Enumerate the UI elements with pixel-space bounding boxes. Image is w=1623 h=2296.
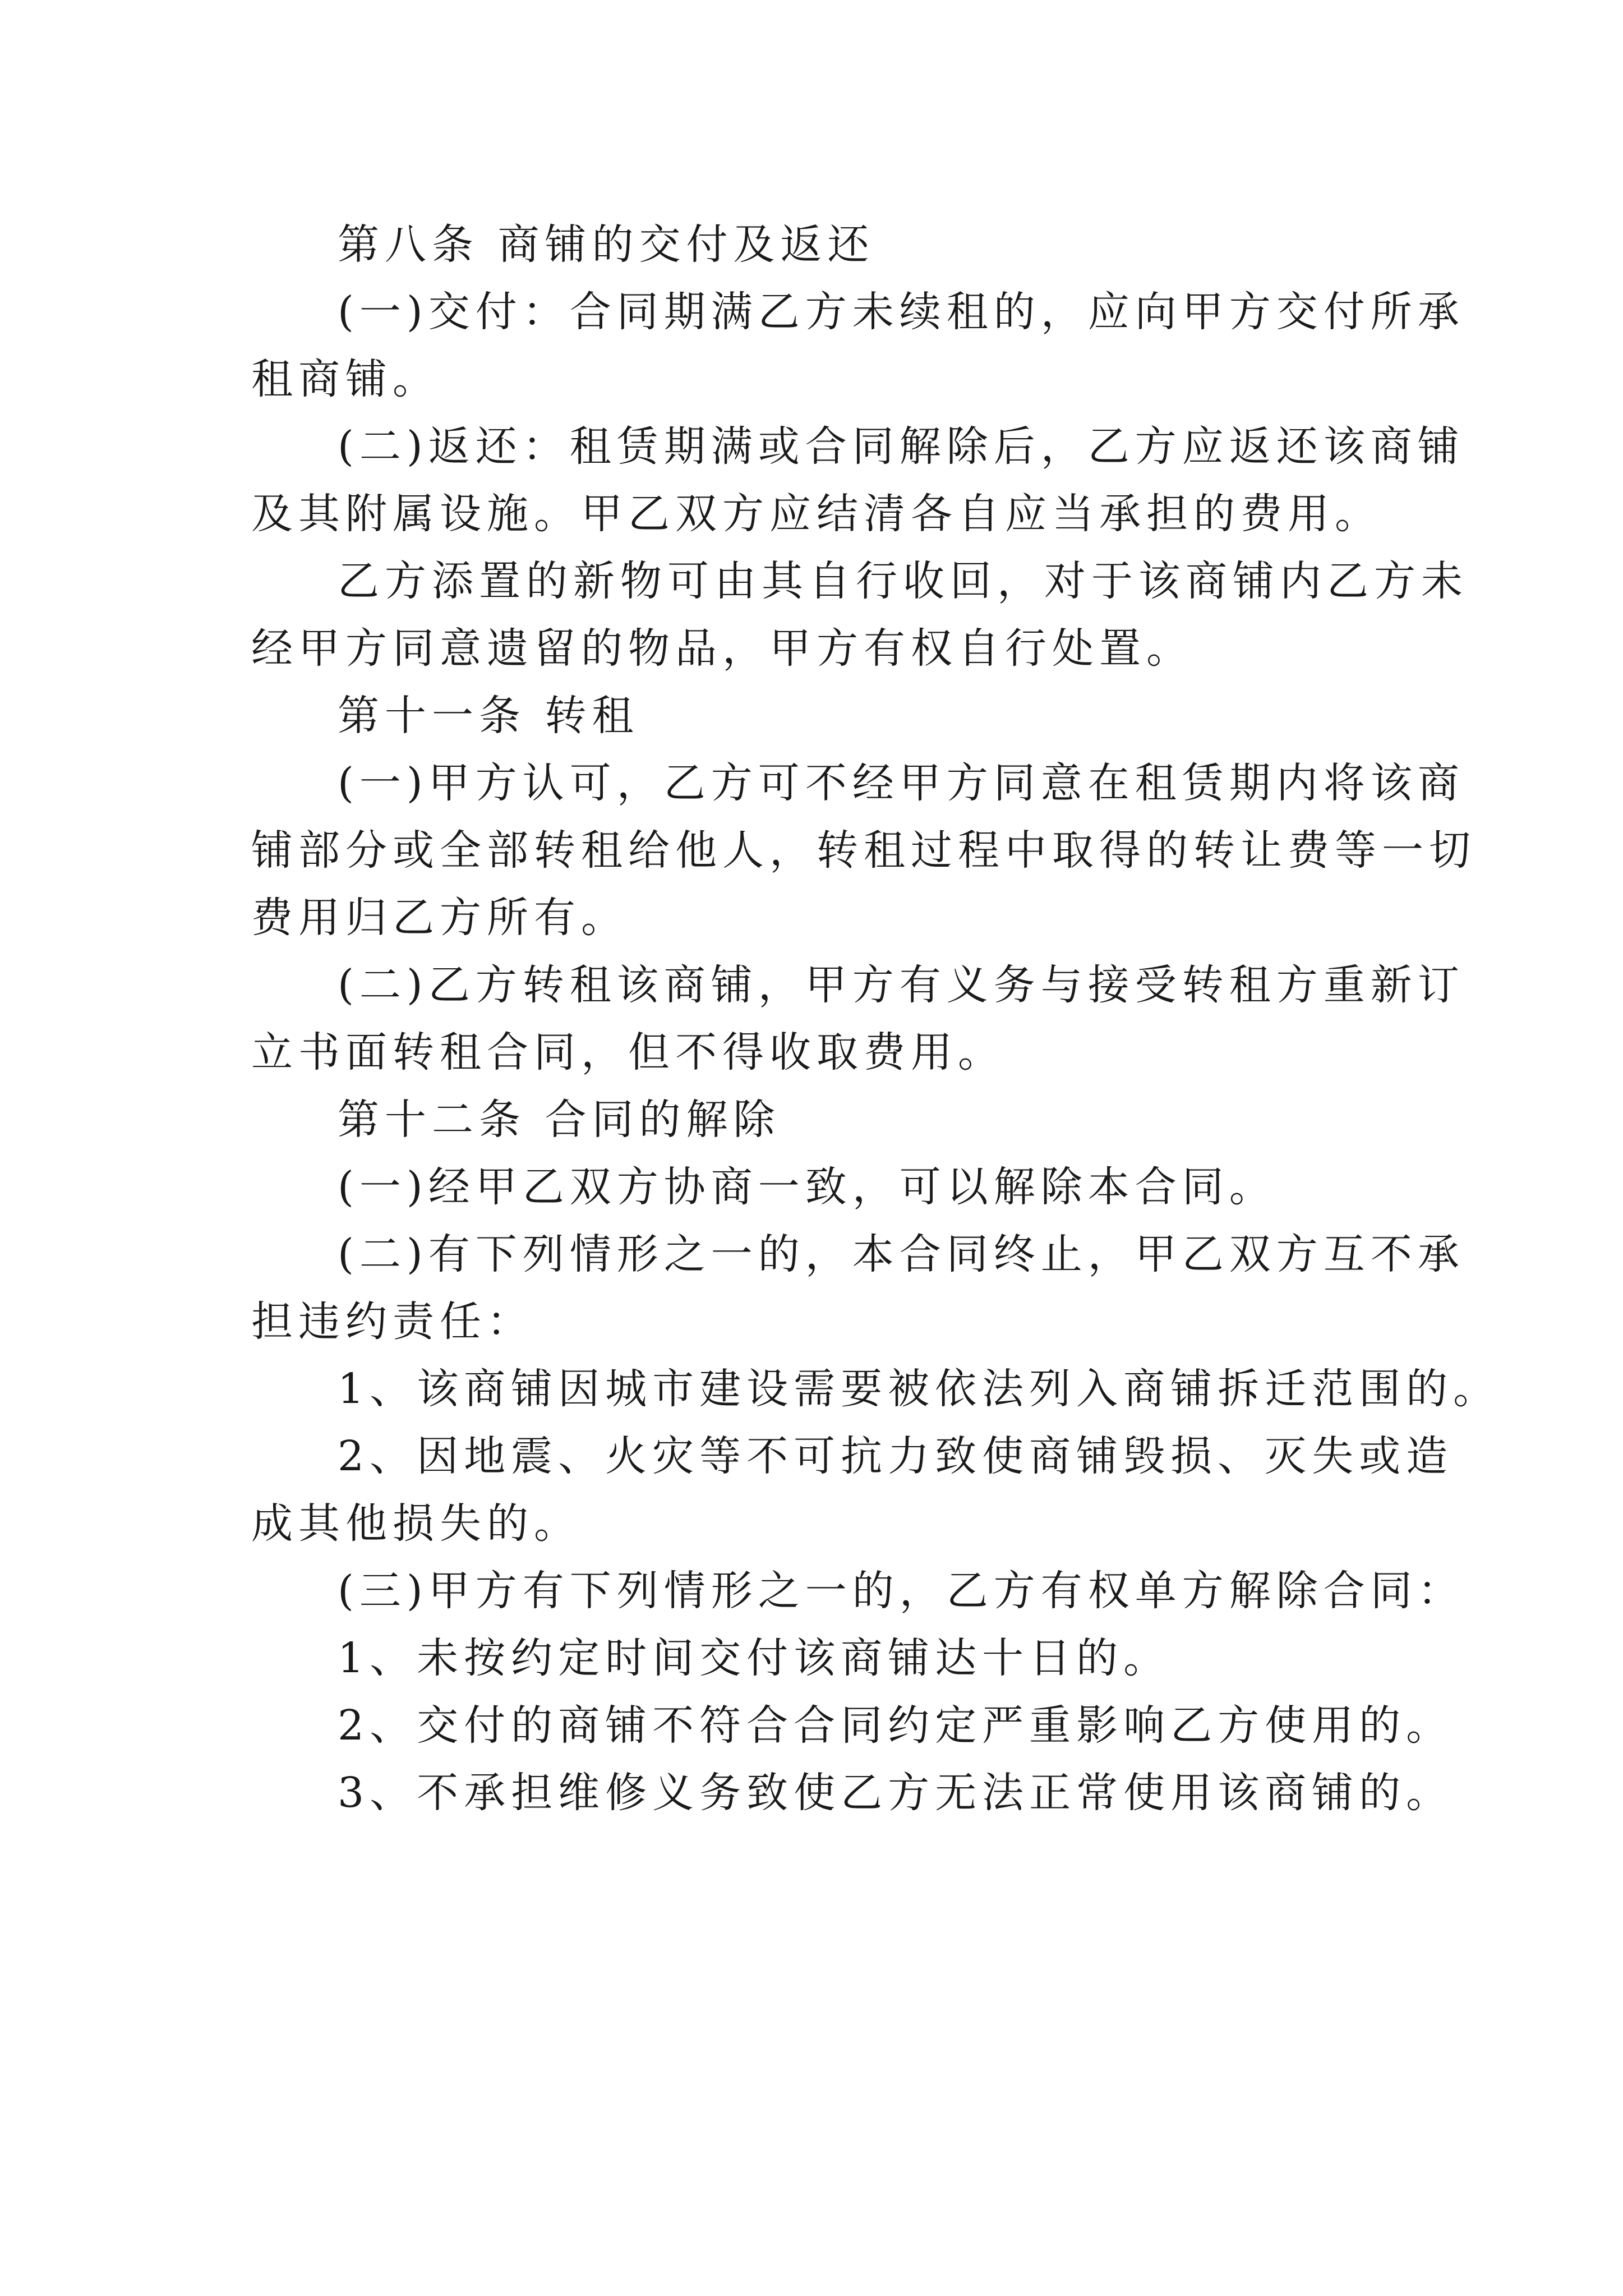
paragraph-line: 担违约责任： — [251, 1297, 534, 1346]
paragraph-line: (一)经甲乙双方协商一致，可以解除本合同。 — [338, 1163, 1276, 1211]
paragraph-line: (一)交付：合同期满乙方未续租的，应向甲方交付所承 — [338, 288, 1465, 336]
paragraph-line: (二)有下列情形之一的，本合同终止，甲乙双方互不承 — [338, 1230, 1465, 1278]
paragraph-line: 乙方添置的新物可由其自行收回，对于该商铺内乙方未 — [338, 557, 1468, 605]
article-8-heading: 第八条 商铺的交付及返还 — [338, 220, 875, 269]
paragraph-line: 铺部分或全部转租给他人，转租过程中取得的转让费等一切 — [251, 826, 1476, 875]
paragraph-line: 费用归乙方所有。 — [251, 894, 628, 942]
paragraph-line: (二)乙方转租该商铺，甲方有义务与接受转租方重新订 — [338, 961, 1465, 1009]
list-item: 2、交付的商铺不符合合同约定严重影响乙方使用的。 — [338, 1701, 1454, 1750]
list-item: 1、该商铺因城市建设需要被依法列入商铺拆迁范围的。 — [338, 1365, 1501, 1413]
document-body — [251, 211, 1501, 1826]
article-11-heading: 第十一条 转租 — [338, 692, 639, 740]
paragraph-line: 成其他损失的。 — [251, 1499, 581, 1548]
list-item: 3、不承担维修义务致使乙方无法正常使用该商铺的。 — [338, 1769, 1454, 1817]
paragraph-line: (二)返还：租赁期满或合同解除后，乙方应返还该商铺 — [338, 422, 1465, 471]
list-item: 1、未按约定时间交付该商铺达十日的。 — [338, 1634, 1171, 1682]
paragraph-line: 经甲方同意遗留的物品，甲方有权自行处置。 — [251, 624, 1193, 673]
list-item: 2、因地震、火灾等不可抗力致使商铺毁损、灭失或造 — [338, 1432, 1454, 1480]
paragraph-line: (一)甲方认可，乙方可不经甲方同意在租赁期内将该商 — [338, 759, 1465, 807]
paragraph-line: (三)甲方有下列情形之一的，乙方有权单方解除合同： — [338, 1567, 1465, 1615]
article-12-heading: 第十二条 合同的解除 — [338, 1096, 781, 1144]
paragraph-line: 租商铺。 — [251, 355, 440, 403]
paragraph-line: 及其附属设施。甲乙双方应结清各自应当承担的费用。 — [251, 490, 1382, 538]
paragraph-line: 立书面转租合同，但不得收取费用。 — [251, 1028, 1005, 1076]
